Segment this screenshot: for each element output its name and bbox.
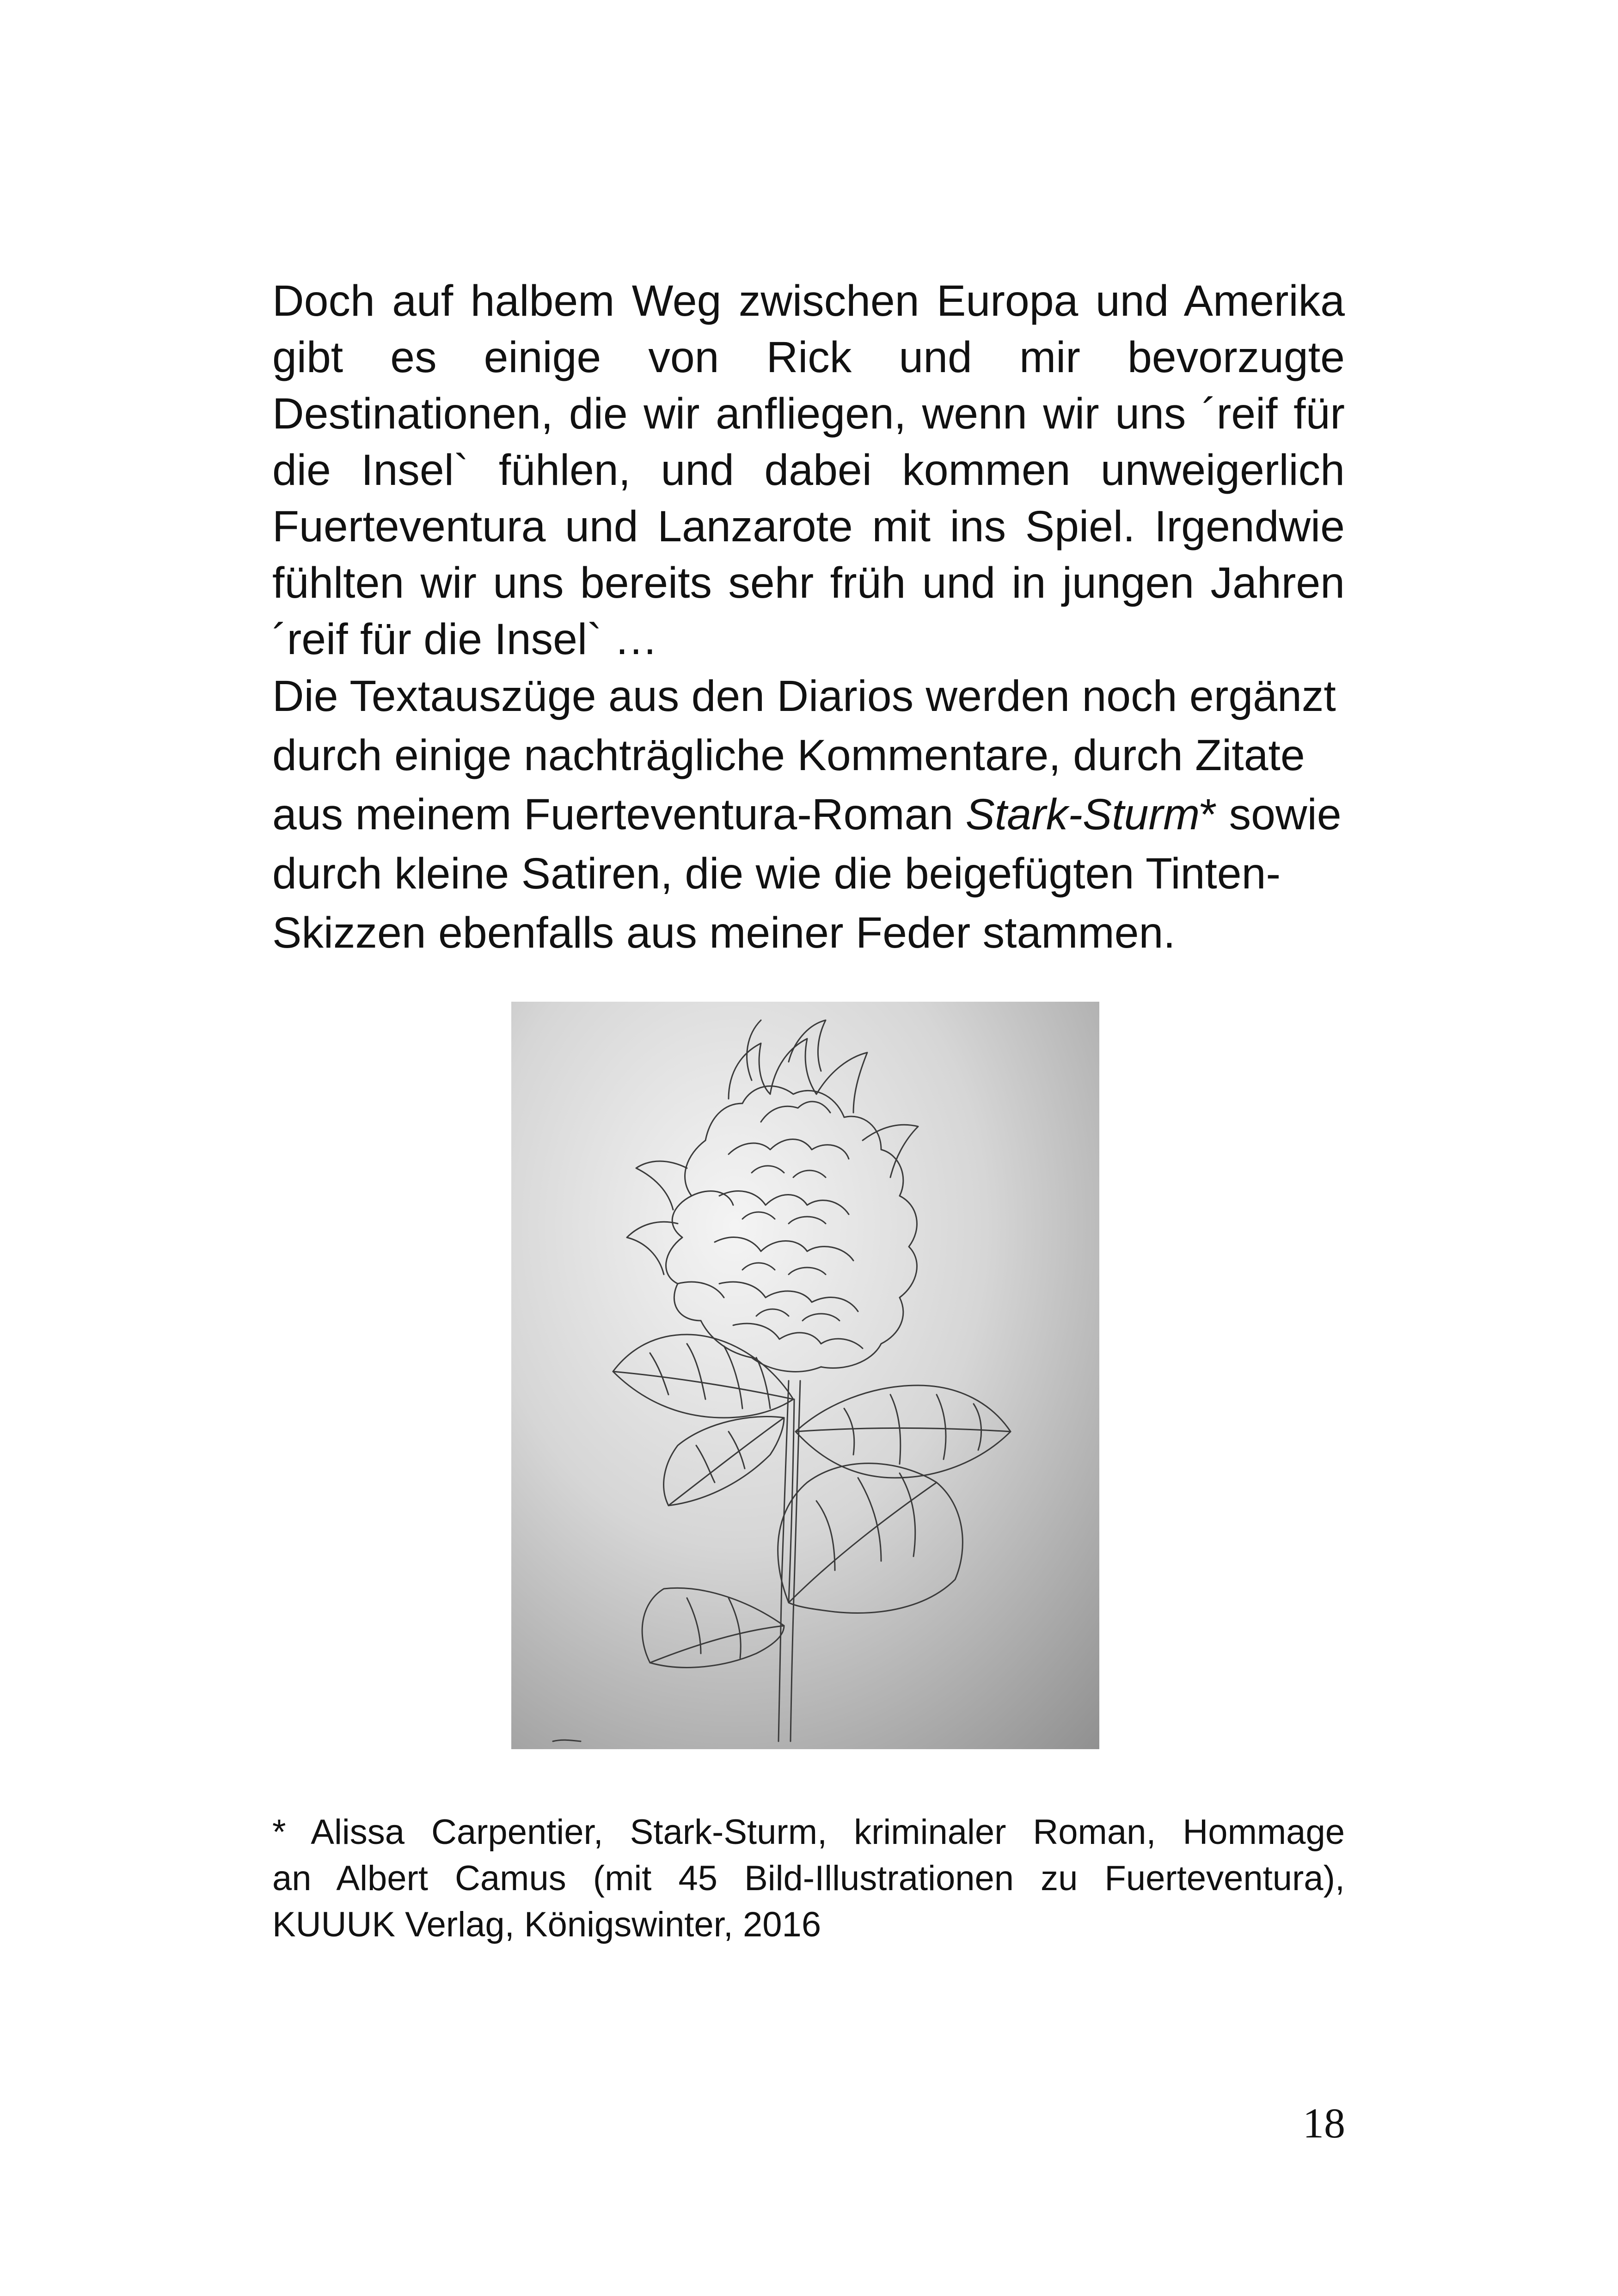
book-title-italic: Stark-Sturm	[965, 790, 1200, 839]
paragraph-line: durch kleine Satiren, die wie die beigefügten Tinten-	[272, 849, 1281, 898]
footnote-line: KUUUK Verlag, Königswinter, 2016	[272, 1905, 821, 1944]
paragraph-line: Destinationen, die wir anfliegen, wenn wir uns ´reif für	[272, 389, 1345, 438]
paragraph-line: Fuerteventura und Lanzarote mit ins Spiel. Irgendwie	[272, 502, 1345, 551]
body-paragraph-2	[272, 667, 1345, 962]
line-text: aus meinem Fuerteventura-Roman	[272, 790, 966, 839]
footnote-line: * Alissa Carpentier, Stark-Sturm, kriminaler Roman, Hommage	[272, 1812, 1345, 1852]
footnote	[272, 1809, 1345, 1948]
paragraph-line: fühlten wir uns bereits sehr früh und in jungen Jahren	[272, 558, 1345, 607]
paragraph-line: Doch auf halbem Weg zwischen Europa und Amerika	[272, 276, 1345, 325]
paragraph-line: ´reif für die Insel` …	[272, 615, 658, 664]
paragraph-line: Die Textauszüge aus den Diarios werden noch ergänzt	[272, 672, 1336, 721]
body-paragraph-1	[272, 273, 1345, 667]
paragraph-line: Skizzen ebenfalls aus meiner Feder stammen.	[272, 908, 1176, 957]
flower-sketch-icon	[511, 1002, 1099, 1749]
paragraph-line: die Insel` fühlen, und dabei kommen unweigerlich	[272, 446, 1345, 495]
paragraph-line: durch einige nachträgliche Kommentare, durch Zitate	[272, 731, 1305, 780]
paragraph-line: gibt es einige von Rick und mir bevorzugte	[272, 333, 1345, 382]
page-number: 18	[1303, 2100, 1345, 2147]
line-text: * sowie	[1200, 790, 1342, 839]
footnote-line: an Albert Camus (mit 45 Bild-Illustrationen zu Fuerteventura),	[272, 1859, 1345, 1898]
paragraph-line	[272, 785, 1345, 844]
